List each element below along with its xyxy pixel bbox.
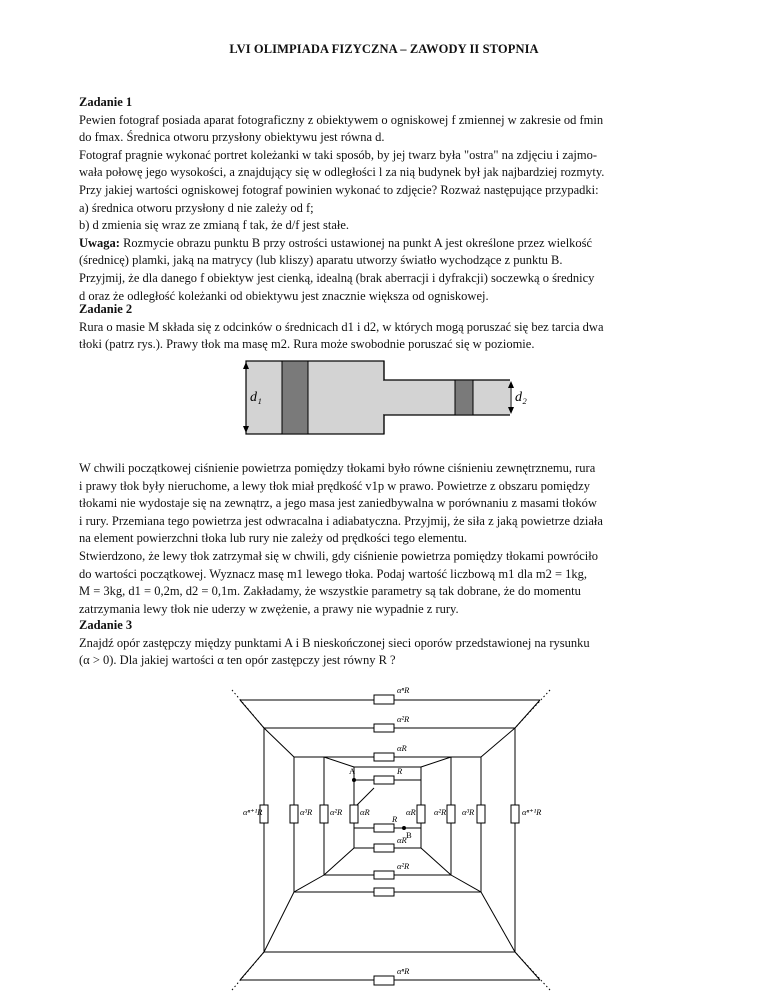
task1-note-line: Przyjmij, że dla danego f obiektyw jest cienką, idealną (brak aberracji i dyfrakcji) soczewką o średnicy [79,270,595,285]
task2-line: Stwierdzono, że lewy tłok zatrzymał się w chwili, gdy ciśnienie powietrza pomiędzy tłokami powróciło [79,548,598,563]
label-rn-top: αⁿR [397,685,410,695]
task2-line: na element powierzchni tłoka lub rury nie zależy od prędkości tego elementu. [79,531,468,546]
task2-line: tłoki (patrz rys.). Prawy tłok ma masę m2. Rura może swobodnie poruszać się w poziomie. [79,337,535,352]
resistor-a1-bottom [374,844,394,852]
task1-line: Przy jakiej wartości ogniskowej fotograf powinien wykonać to zdjęcie? Rozważ następujące przypadki: [79,182,599,197]
label-r1-left: αR [360,807,370,817]
resistor-an-bottom [374,976,394,985]
label-r1-bottom: αR [397,835,407,845]
task2-line: zatrzymania lewy tłok nie uderzy w zwężenie, a prawy nie wypadnie z rury. [79,601,459,616]
task2-line: i rury. Przemiana tego powietrza jest odwracalna i adiabatyczna. Przyjmij, że siła z jaką powietrze działa [79,513,603,528]
task1-heading: Zadanie 1 [79,95,133,109]
label-A: A [349,766,356,776]
label-r1-right: αR [406,807,416,817]
task2-heading: Zadanie 2 [79,302,133,316]
point-A [352,778,356,782]
resistor-a2-bottom [374,871,394,879]
resistor-a1-left [350,805,358,823]
task1-line: Pewien fotograf posiada aparat fotograficzny z obiektywem o ogniskowej f zmiennej w zakresie od fmin [79,112,604,127]
label-rn1-left: αⁿ⁺¹R [243,807,263,817]
task3-heading: Zadanie 3 [79,618,133,632]
task2-line: i prawy tłok były nieruchome, a lewy tłok miał prędkość v1p w prawo. Powietrze z obszaru pomiędzy [79,478,590,493]
label-r2-left: α²R [330,807,343,817]
resistor-a3-bottom [374,888,394,896]
label-r0-bottom: R [392,814,398,824]
resistor-a2-right [447,805,455,823]
task2-line: W chwili początkowej ciśnienie powietrza pomiędzy tłokami było równe ciśnieniu zewnętrznemu, rura [79,461,596,475]
label-r3-left: α³R [300,807,313,817]
task1-line: a) średnica otworu przysłony d nie zależy od f; [79,200,314,215]
resistor-a3-right [477,805,485,823]
resistor-r0-bottom [374,824,394,832]
resistor-an1-right [511,805,519,823]
d2-label: d₂ [515,390,527,405]
resistor-r0-top [374,776,394,784]
task1-note-line: d oraz że odległość koleżanki od obiektywu jest znacznie większa od ogniskowej. [79,288,489,303]
task1-line: wała połowę jego wysokości, a znajdujący się w odległości l za nią budynek był jak najbardziej rozmyty. [79,165,605,180]
task3-line: (α > 0). Dla jakiej wartości α ten opór zastępczy jest równy R ? [79,653,396,668]
task2-line: do wartości początkowej. Wyznacz masę m1 lewego tłoka. Podaj wartość liczbową m1 dla m2 = 1kg, [79,566,588,581]
resistor-a1-top [374,753,394,761]
resistor-an-top [374,695,394,704]
task1-line: Fotograf pragnie wykonać portret koleżanki w taki sposób, by jej twarz była "ostra" na zdjęciu i zajmo- [79,147,598,162]
label-r3-right: α³R [462,807,475,817]
resistor-a2-left [320,805,328,823]
label-r2-right: α²R [434,807,447,817]
page-title: LVI OLIMPIADA FIZYCZNA – ZAWODY II STOPNIA [229,42,539,56]
resistor-a3-left [290,805,298,823]
label-rn1-right: αⁿ⁺¹R [522,807,542,817]
task2-line: M = 3kg, d1 = 0,2m, d2 = 0,1m. Zakładamy, że wszystkie parametry są tak dobrane, że do momentu [79,584,581,599]
label-r1-top: αR [397,743,407,753]
task1-note-label: Uwaga: [79,235,120,250]
label-B: B [406,830,412,840]
resistor-a1-right [417,805,425,823]
d1-label: d₁ [250,390,262,405]
resistor-a2-top [374,724,394,732]
label-r0-top: R [397,766,403,776]
label-rn-bottom: αⁿR [397,966,410,976]
task1-line: do fmax. Średnica otworu przysłony obiektywu jest równa d. [79,130,385,145]
outer-frame [264,728,515,952]
label-r2-top: α²R [397,714,410,724]
task1-line: b) d zmienia się wraz ze zmianą f tak, że d/f jest stałe. [79,218,350,233]
task1-note-text: Rozmycie obrazu punktu B przy ostrości ustawionej na punkt A jest określone przez wielkość [123,235,593,250]
task2-line: Rura o masie M składa się z odcinków o średnicach d1 i d2, w których mogą poruszać się bez tarcia dwa [79,319,604,334]
task3-line: Znajdź opór zastępczy między punktami A i B nieskończonej sieci oporów przedstawionej na rysunku [79,635,590,650]
task2-line: tłokami nie wydostaje się na zewnątrz, a jego masa jest zaniedbywalna w porównaniu z masami tłoków [79,496,597,511]
task1-note-line: (średnicę) plamki, jaką na matrycy (lub kliszy) aparatu utworzy światło wychodzące z punktu B. [79,253,563,268]
label-r2-bottom: α²R [397,861,410,871]
